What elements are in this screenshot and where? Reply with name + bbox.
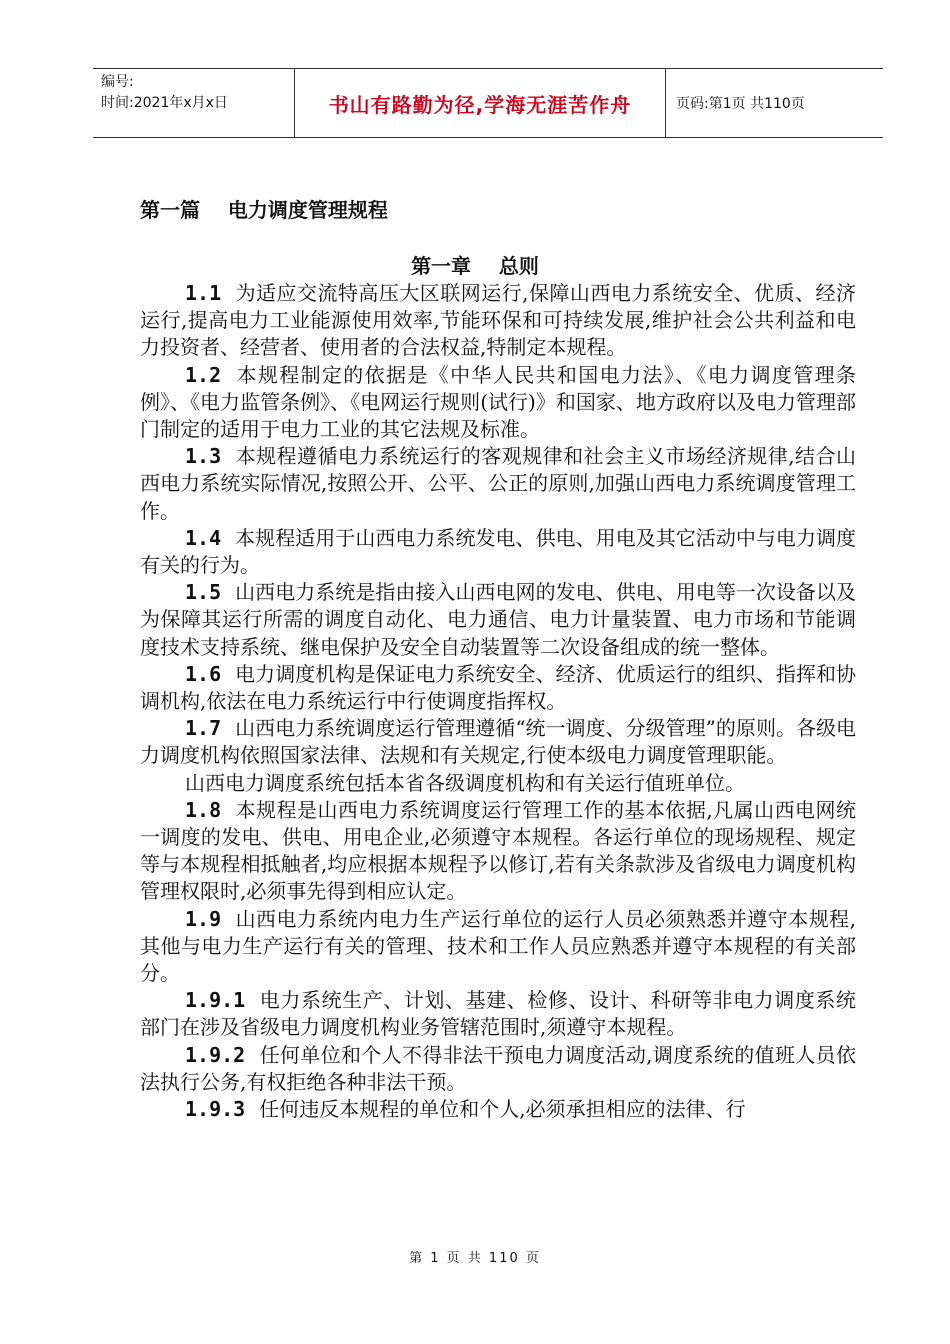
paragraph xyxy=(140,906,856,988)
paragraph xyxy=(140,1096,856,1123)
paragraph xyxy=(140,797,856,906)
part-title: 第一篇 电力调度管理规程 xyxy=(140,198,388,222)
paragraph xyxy=(140,661,856,715)
body-text xyxy=(140,280,856,1123)
clause-text: 任何单位和个人不得非法干预电力调度活动,调度系统的值班人员依法执行公务,有权拒绝各种非法干预。 xyxy=(140,1042,856,1094)
clause-text: 本规程适用于山西电力系统发电、供电、用电及其它活动中与电力调度有关的行为。 xyxy=(140,525,856,578)
clause-number: 1.9.2 xyxy=(185,1042,246,1067)
clause-text: 本规程遵循电力系统运行的客观规律和社会主义市场经济规律,结合山西电力系统实际情况,按照公开、公平、公正的原则,加强山西电力系统调度管理工作。 xyxy=(140,444,856,523)
document-number-label: 编号: xyxy=(101,74,134,90)
clause-number: 1.5 xyxy=(185,580,222,605)
clause-text: 电力调度机构是保证电力系统安全、经济、优质运行的组织、指挥和协调机构,依法在电力系统运行中行使调度指挥权。 xyxy=(140,661,856,714)
header-motto: 书山有路勤为径,学海无涯苦作舟 xyxy=(294,69,666,137)
header-page-label: 页码:第1页 共110页 xyxy=(676,96,805,112)
clause-number: 1.9.3 xyxy=(185,1097,246,1122)
clause-number: 1.3 xyxy=(185,444,222,469)
clause-number: 1.9 xyxy=(185,906,222,931)
clause-text: 山西电力调度系统包括本省各级调度机构和有关运行值班单位。 xyxy=(185,770,745,795)
clause-text: 本规程是山西电力系统调度运行管理工作的基本依据,凡属山西电网统一调度的发电、供电、用电企业,必须遵守本规程。各运行单位的现场规程、规定等与本规程相抵触者,均应根据本规程予以修订,若有关条款涉及省级电力调度机构管理权限时,必须事先得到相应认定。 xyxy=(140,797,856,904)
clause-text: 本规程制定的依据是《中华人民共和国电力法》、《电力调度管理条例》、《电力监管条例》、《电网运行规则(试行)》和国家、地方政府以及电力管理部门制定的适用于电力工业的其它法规及标准。 xyxy=(140,362,856,442)
paragraph xyxy=(140,715,856,769)
document-date-label: 时间:2021年x月x日 xyxy=(101,95,228,111)
clause-text: 山西电力系统是指由接入山西电网的发电、供电、用电等一次设备以及为保障其运行所需的调度自动化、电力通信、电力计量装置、电力市场和节能调度技术支持系统、继电保护及安全自动装置等二次设备组成的统一整体。 xyxy=(140,580,856,659)
clause-text: 任何违反本规程的单位和个人,必须承担相应的法律、行 xyxy=(259,1097,746,1122)
paragraph xyxy=(140,525,856,579)
clause-number: 1.2 xyxy=(185,362,222,387)
paragraph xyxy=(140,770,856,797)
paragraph xyxy=(140,987,856,1041)
clause-number: 1.1 xyxy=(185,281,222,305)
clause-text: 山西电力系统内电力生产运行单位的运行人员必须熟悉并遵守本规程,其他与电力生产运行有关的管理、技术和工作人员应熟悉并遵守本规程的有关部分。 xyxy=(140,906,856,986)
clause-text: 山西电力系统调度运行管理遵循“统一调度、分级管理”的原则。各级电力调度机构依照国家法律、法规和有关规定,行使本级电力调度管理职能。 xyxy=(140,716,856,768)
clause-number: 1.4 xyxy=(185,525,222,550)
paragraph xyxy=(140,1042,856,1096)
paragraph xyxy=(140,443,856,525)
paragraph xyxy=(140,280,856,362)
clause-number: 1.9.1 xyxy=(185,988,246,1013)
clause-number: 1.8 xyxy=(185,797,222,822)
page-footer: 第 1 页 共 110 页 xyxy=(409,1251,541,1266)
paragraph xyxy=(140,362,856,444)
clause-text: 电力系统生产、计划、基建、检修、设计、科研等非电力调度系统部门在涉及省级电力调度机构业务管辖范围时,须遵守本规程。 xyxy=(140,988,856,1040)
clause-number: 1.6 xyxy=(185,661,222,686)
clause-text: 为适应交流特高压大区联网运行,保障山西电力系统安全、优质、经济运行,提高电力工业能源使用效率,节能环保和可持续发展,维护社会公共利益和电力投资者、经营者、使用者的合法权益,特制定本规程。 xyxy=(140,281,856,360)
paragraph xyxy=(140,579,856,661)
page-header xyxy=(93,68,883,138)
clause-number: 1.7 xyxy=(185,716,222,741)
header-meta xyxy=(93,69,294,137)
chapter-title: 第一章 总则 xyxy=(411,254,539,278)
